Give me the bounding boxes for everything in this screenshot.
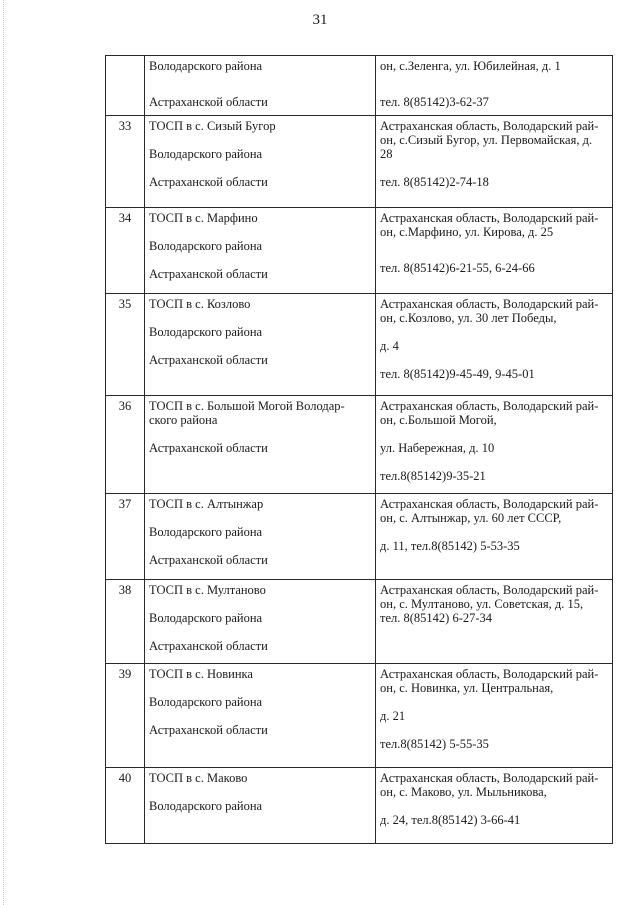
table-row — [106, 580, 613, 664]
name-line: Володарского района — [149, 695, 263, 709]
phone-line: тел.8(85142)9-35-21 — [380, 469, 486, 483]
table-row — [106, 494, 613, 580]
row-number: 33 — [106, 116, 145, 208]
office-name — [145, 208, 376, 294]
phone-line: тел. 8(85142)6-21-55, 6-24-66 — [380, 261, 535, 275]
office-name — [145, 116, 376, 208]
name-line: ТОСП в с. Сизый Бугор — [149, 119, 276, 133]
registry-table — [105, 55, 613, 844]
phone-line: тел.8(85142) 5-55-35 — [380, 737, 489, 751]
name-line: ТОСП в с. Алтынжар — [149, 497, 264, 511]
row-number: 34 — [106, 208, 145, 294]
name-line: Володарского района — [149, 325, 263, 339]
name-line: Астраханской области — [149, 723, 268, 737]
address-line: д. 21 — [380, 709, 406, 723]
office-name — [145, 396, 376, 494]
name-line: ТОСП в с. Марфино — [149, 211, 258, 225]
address-line: он, с.Большой Могой, — [380, 413, 497, 427]
name-line: Астраханской области — [149, 353, 268, 367]
row-number: 39 — [106, 664, 145, 768]
table-row — [106, 294, 613, 396]
address-line: д. 4 — [380, 339, 399, 353]
address-line: Астраханская область, Володарский рай- — [380, 583, 599, 597]
address-line: Астраханская область, Володарский рай- — [380, 771, 599, 785]
address-line: он, с.Марфино, ул. Кирова, д. 25 — [380, 225, 554, 239]
office-address — [376, 116, 613, 208]
name-line: ТОСП в с. Новинка — [149, 667, 253, 681]
name-line: ТОСП в с. Мултаново — [149, 583, 266, 597]
table-row — [106, 116, 613, 208]
table-row — [106, 208, 613, 294]
address-line: Астраханская область, Володарский рай- — [380, 211, 599, 225]
office-address — [376, 294, 613, 396]
row-number: 35 — [106, 294, 145, 396]
name-line: ТОСП в с. Большой Могой Володар- — [149, 399, 345, 413]
office-address — [376, 768, 613, 844]
name-line: Астраханской области — [149, 639, 268, 653]
name-line: ТОСП в с. Маково — [149, 771, 248, 785]
address-line: он, с.Сизый Бугор, ул. Первомайская, д. — [380, 133, 593, 147]
phone-line: д. 24, тел.8(85142) 3-66-41 — [380, 813, 521, 827]
address-line: он, с. Алтынжар, ул. 60 лет СССР, — [380, 511, 562, 525]
address-line: ул. Набережная, д. 10 — [380, 441, 495, 455]
phone-line: тел. 8(85142)3-62-37 — [380, 95, 489, 109]
office-address — [376, 494, 613, 580]
address-line: Астраханская область, Володарский рай- — [380, 667, 599, 681]
office-address — [376, 580, 613, 664]
office-name — [145, 768, 376, 844]
row-number: 36 — [106, 396, 145, 494]
table-row — [106, 664, 613, 768]
name-line: Володарского района — [149, 525, 263, 539]
phone-line: тел. 8(85142)2-74-18 — [380, 175, 489, 189]
office-name — [145, 56, 376, 116]
phone-line: д. 11, тел.8(85142) 5-53-35 — [380, 539, 520, 553]
table-row — [106, 768, 613, 844]
address-line: он, с. Мултаново, ул. Советская, д. 15, — [380, 597, 584, 611]
office-address — [376, 56, 613, 116]
office-address — [376, 396, 613, 494]
address-line: он, с. Маково, ул. Мыльникова, — [380, 785, 547, 799]
office-name — [145, 494, 376, 580]
office-name — [145, 664, 376, 768]
address-line: Астраханская область, Володарский рай- — [380, 297, 599, 311]
table-row — [106, 56, 613, 116]
address-line: Астраханская область, Володарский рай- — [380, 497, 599, 511]
phone-line: тел. 8(85142)9-45-49, 9-45-01 — [380, 367, 535, 381]
office-name — [145, 294, 376, 396]
name-line: ского района — [149, 413, 218, 427]
name-line: Астраханской области — [149, 441, 268, 455]
office-name — [145, 580, 376, 664]
office-address — [376, 664, 613, 768]
name-line: Володарского района — [149, 799, 263, 813]
address-line: Астраханская область, Володарский рай- — [380, 399, 599, 413]
address-line: Астраханская область, Володарский рай- — [380, 119, 599, 133]
name-line: Астраханской области — [149, 267, 268, 281]
table-row — [106, 396, 613, 494]
row-number: 37 — [106, 494, 145, 580]
row-number — [106, 56, 145, 116]
name-line: Володарского района — [149, 147, 263, 161]
name-line: ТОСП в с. Козлово — [149, 297, 251, 311]
name-line: Володарского района — [149, 59, 263, 73]
office-address — [376, 208, 613, 294]
name-line: Астраханской области — [149, 175, 268, 189]
name-line: Володарского района — [149, 239, 263, 253]
address-line: он, с.Козлово, ул. 30 лет Победы, — [380, 311, 557, 325]
phone-line: тел. 8(85142) 6-27-34 — [380, 611, 493, 625]
row-number: 38 — [106, 580, 145, 664]
page-number: 31 — [312, 12, 328, 28]
name-line: Астраханской области — [149, 553, 268, 567]
address-line: он, с. Новинка, ул. Центральная, — [380, 681, 554, 695]
name-line: Володарского района — [149, 611, 263, 625]
address-line: 28 — [380, 147, 393, 161]
name-line: Астраханской области — [149, 95, 268, 109]
page-edge-dots — [3, 0, 6, 905]
row-number: 40 — [106, 768, 145, 844]
address-line: он, с.Зеленга, ул. Юбилейная, д. 1 — [380, 59, 561, 73]
